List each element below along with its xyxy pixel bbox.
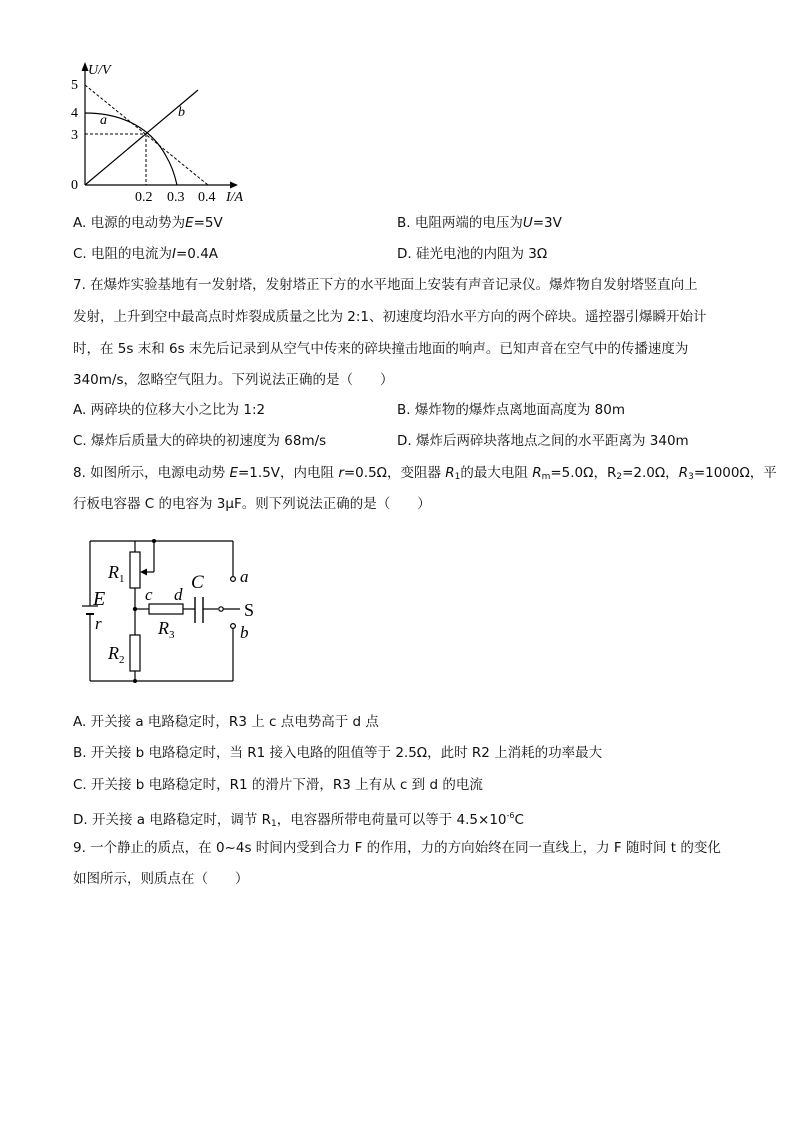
text: =1000Ω，平 [693, 465, 777, 481]
y-tick-3: 3 [71, 128, 78, 143]
option-prefix: C. [73, 246, 87, 262]
x-tick-0.4: 0.4 [198, 190, 216, 205]
label-c-capacitor: C [191, 572, 204, 593]
q8-option-b: B. 开关接 b 电路稳定时，当 R1 接入电路的阻值等于 2.5Ω，此时 R2 上消耗的功率最大 [73, 745, 603, 761]
q7-line-2: 发射，上升到空中最高点时炸裂成质量之比为 2:1、初速度均沿水平方向的两个碎块。遥控器引爆瞬开始计 [73, 309, 707, 325]
q6-option-d [397, 244, 547, 264]
label-r2: $R_2$ [108, 643, 125, 666]
q8-option-c: C. 开关接 b 电路稳定时，R1 的滑片下滑，R3 上有从 c 到 d 的电流 [73, 777, 483, 793]
option-value: =3V [532, 215, 562, 231]
line-b-label: b [178, 105, 185, 120]
option-text: 电阻的电流为 [91, 246, 173, 262]
label-switch-s: S [244, 600, 255, 620]
text: 的最大电阻 [460, 465, 533, 481]
subscript: 2 [616, 472, 623, 482]
option-text: 电源的电动势为 [90, 215, 186, 231]
q8-option-d [73, 806, 524, 834]
text: 8. 如图所示，电源电动势 [73, 465, 230, 481]
label-terminal-a: a [240, 567, 249, 586]
y-tick-4: 4 [71, 106, 78, 121]
option-value: =0.4A [176, 246, 219, 262]
var-rm: R [532, 465, 542, 481]
x-tick-0.3: 0.3 [167, 190, 185, 205]
q9-line-1: 9. 一个静止的质点，在 0~4s 时间内受到合力 F 的作用，力的方向始终在同一直线上，力 F 随时间 t 的变化 [73, 840, 721, 856]
label-r1: $R_1$ [108, 562, 125, 585]
label-e: E [93, 588, 106, 610]
resistor-r3 [149, 604, 183, 614]
q7-option-c: C. 爆炸后质量大的碎块的初速度为 68m/s [73, 433, 327, 449]
subscript: 3 [688, 472, 694, 482]
y-tick-5: 5 [71, 78, 78, 93]
x-axis-label: I/A [226, 190, 244, 205]
mu-symbol: μ [225, 496, 234, 512]
var-e: E [185, 215, 194, 231]
text: =5.0Ω，R [550, 465, 617, 481]
q8-line-2 [73, 494, 431, 514]
junction-dot [133, 679, 137, 683]
q7-line-4: 340m/s，忽略空气阻力。下列说法正确的是（ ） [73, 372, 394, 388]
junction-dot [152, 539, 156, 543]
var-r1: R [445, 465, 455, 481]
text: =2.0Ω， [622, 465, 679, 481]
label-terminal-b: b [240, 623, 249, 642]
label-r3: $R_3$ [158, 618, 175, 641]
label-node-d: d [174, 585, 183, 604]
text: =1.5V，内电阻 [238, 465, 339, 481]
option-text: 硅光电池的内阻为 3Ω [415, 246, 548, 262]
subscript: m [541, 472, 551, 482]
y-axis-label: U/V [88, 63, 111, 78]
q8-option-a: A. 开关接 a 电路稳定时，R3 上 c 点电势高于 d 点 [73, 714, 379, 730]
q6-option-c [73, 244, 218, 264]
option-text: 电阻两端的电压为 [414, 215, 523, 231]
subscript: 1 [271, 819, 277, 829]
text: 行板电容器 C 的电容为 3 [73, 496, 226, 512]
switch-pivot [219, 607, 223, 611]
text: D. 开关接 a 电路稳定时，调节 R [73, 812, 272, 828]
x-tick-0.2: 0.2 [135, 190, 153, 205]
resistor-r1 [130, 552, 140, 588]
var-r: r [338, 465, 344, 481]
superscript: -6 [506, 811, 515, 820]
option-prefix: B. [397, 215, 411, 231]
y-tick-0: 0 [71, 178, 78, 193]
var-u: U [522, 215, 533, 231]
text: C [514, 812, 524, 828]
u-i-graph [60, 58, 260, 208]
curve-a-label: a [100, 113, 107, 128]
label-node-c: c [145, 585, 153, 604]
text: =0.5Ω，变阻器 [343, 465, 446, 481]
label-r-internal: r [95, 614, 102, 633]
var-i: I [172, 246, 176, 262]
q6-option-b [397, 213, 562, 233]
q6-option-a [73, 213, 223, 233]
q7-line-3: 时，在 5s 末和 6s 末先后记录到从空气中传来的碎块撞击地面的响声。已知声音在空气中的传播速度为 [73, 341, 689, 357]
q8-line-1 [73, 463, 777, 487]
q9-line-2: 如图所示，则质点在（ ） [73, 871, 249, 887]
slider-arrow-head [140, 569, 147, 576]
terminal-b [231, 624, 236, 629]
option-value: =5V [193, 215, 223, 231]
q7-option-b: B. 爆炸物的爆炸点离地面高度为 80m [397, 402, 625, 418]
subscript: 1 [454, 472, 461, 482]
option-prefix: A. [73, 215, 87, 231]
resistor-r2 [130, 635, 140, 671]
circuit-diagram [78, 528, 278, 688]
text: F。则下列说法正确的是（ ） [233, 496, 431, 512]
q7-line-1: 7. 在爆炸实验基地有一发射塔，发射塔正下方的水平地面上安装有声音记录仪。爆炸物自发射塔竖直向上 [73, 277, 698, 293]
junction-dot [133, 607, 137, 611]
text: ，电容器所带电荷量可以等于 4.5×10 [276, 812, 507, 828]
x-axis-arrow [230, 182, 238, 189]
var-r3: R [678, 465, 689, 481]
option-prefix: D. [397, 246, 412, 262]
terminal-a [231, 577, 236, 582]
var-e: E [229, 465, 238, 481]
q7-option-a: A. 两碎块的位移大小之比为 1:2 [73, 402, 266, 418]
q7-option-d: D. 爆炸后两碎块落地点之间的水平距离为 340m [397, 433, 689, 449]
